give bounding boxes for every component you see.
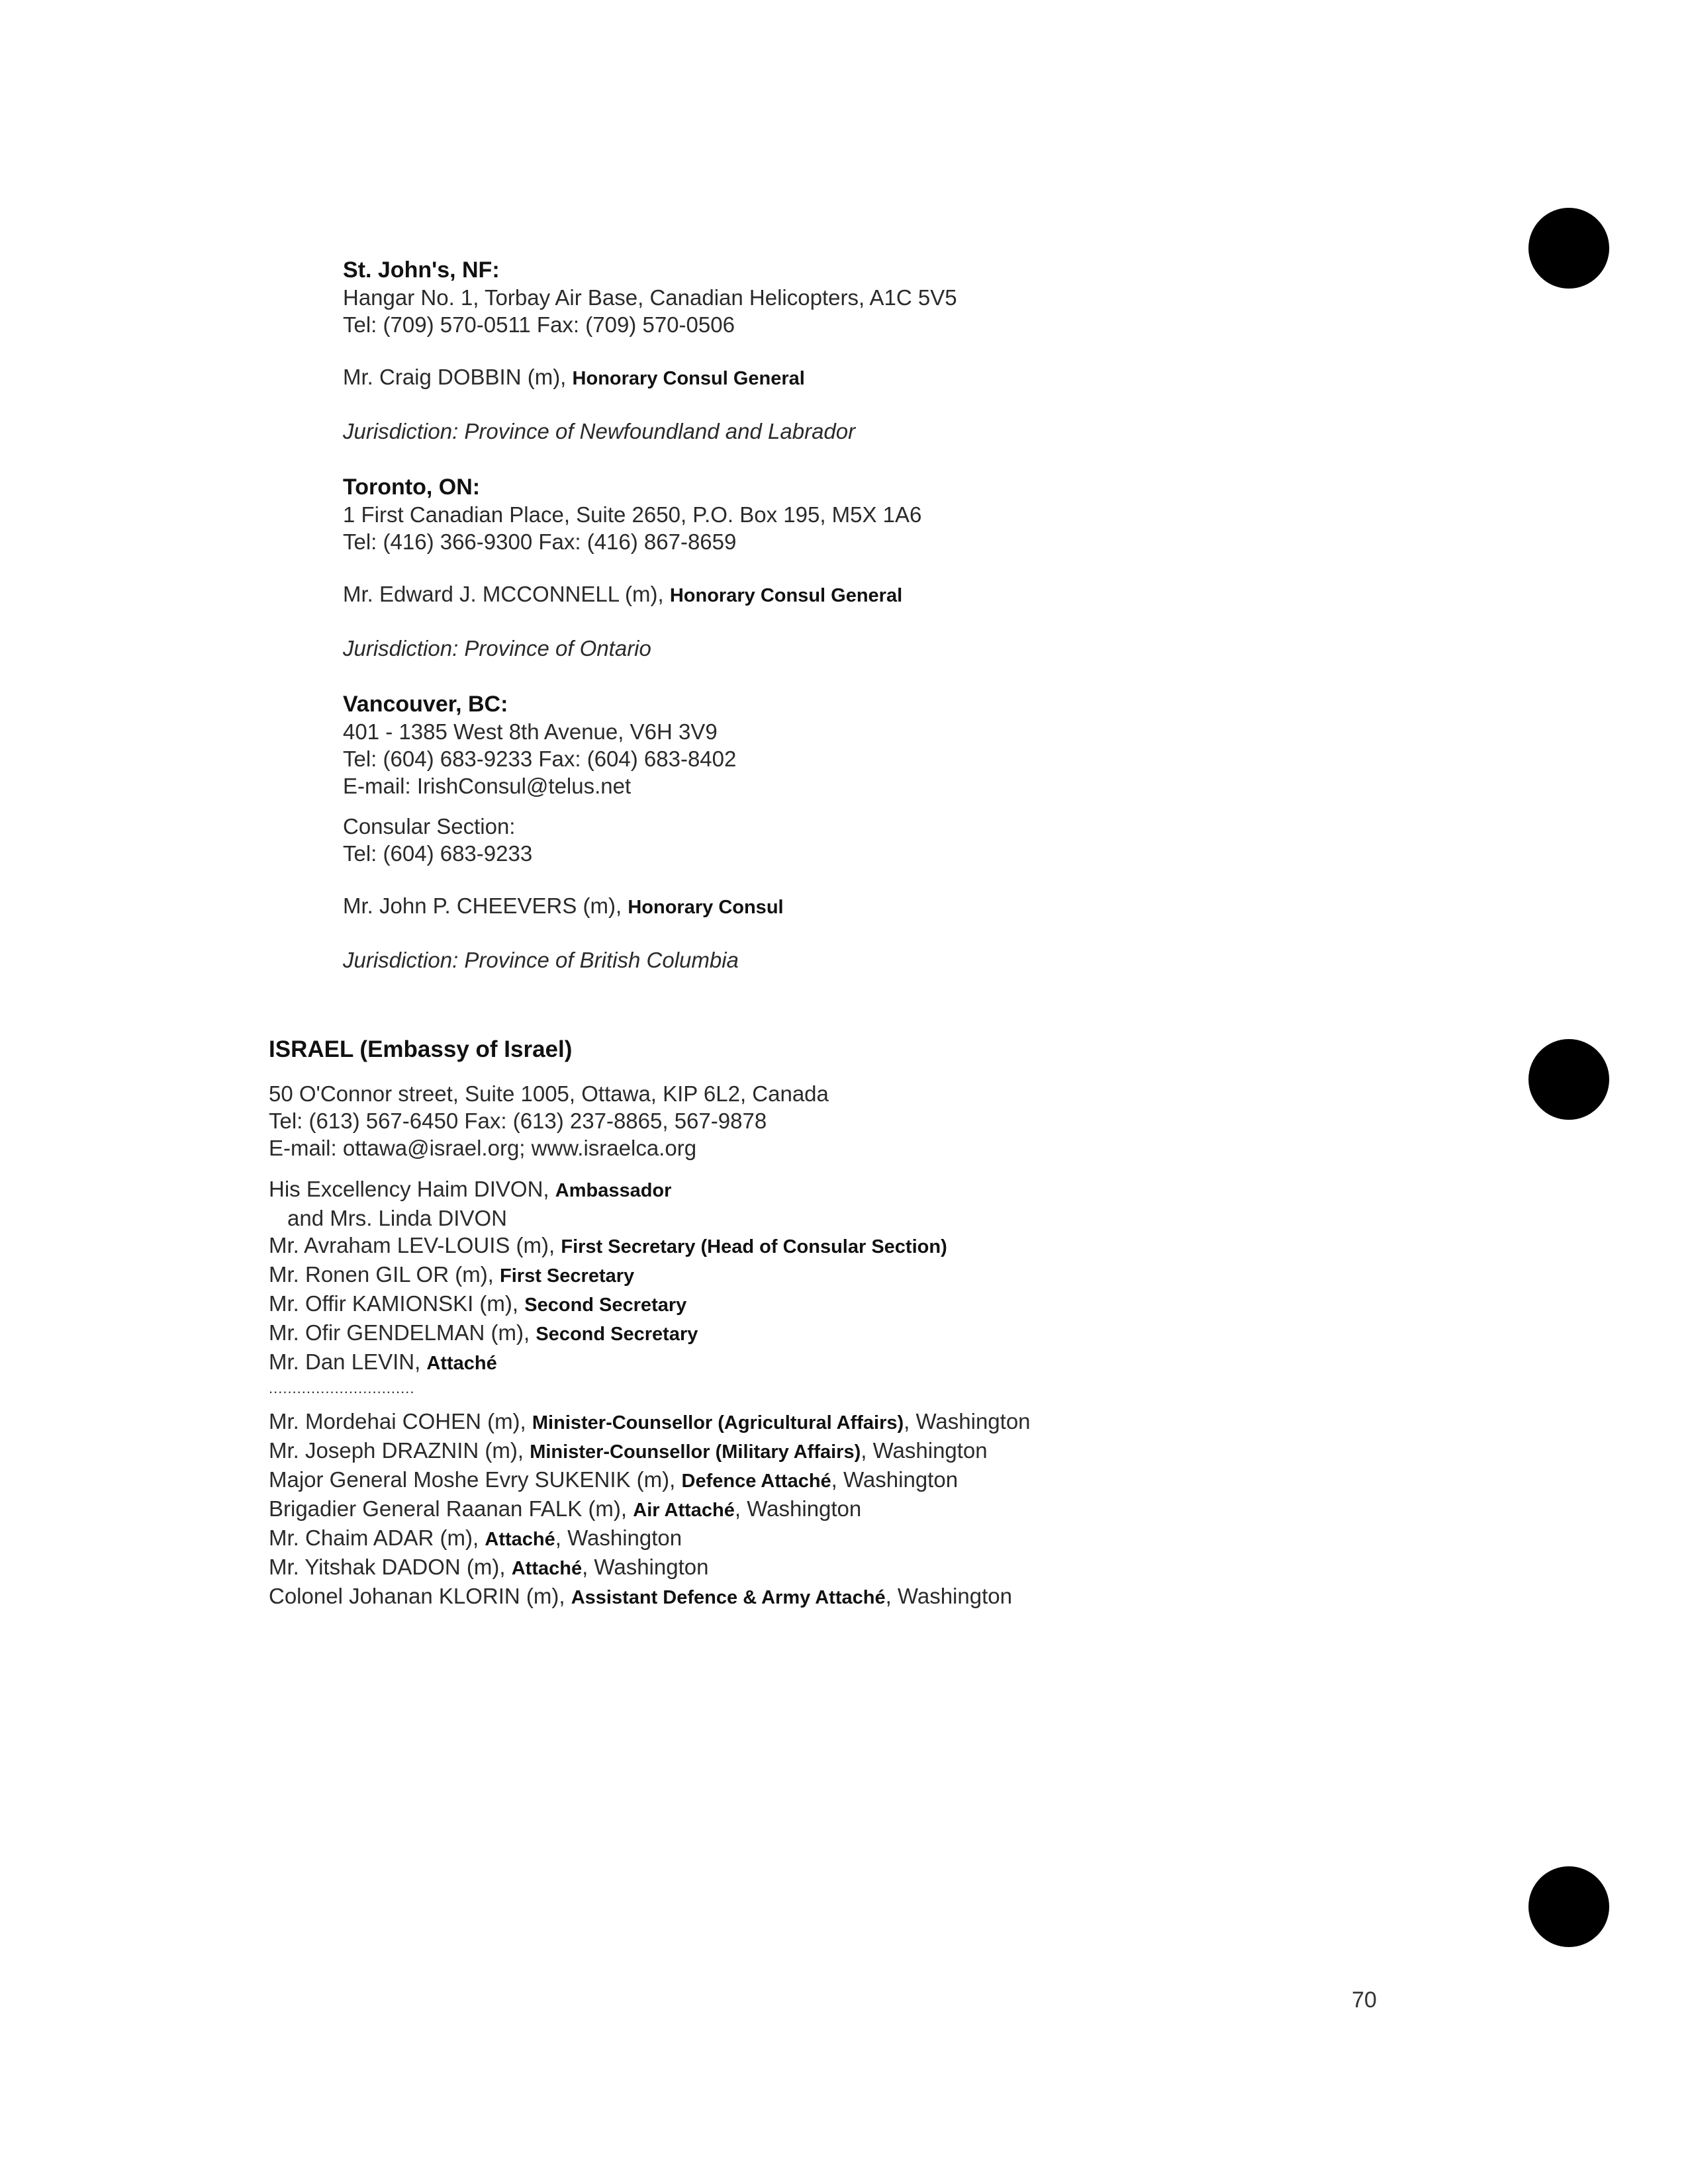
staff-entry xyxy=(269,1408,1031,1437)
consul-title: Honorary Consul General xyxy=(669,585,903,606)
staff-name: Mr. Avraham LEV-LOUIS (m), xyxy=(269,1233,555,1257)
consul-title: Honorary Consul xyxy=(628,897,784,918)
consul-entry xyxy=(343,580,921,610)
staff-title: Minister-Counsellor (Agricultural Affairs) xyxy=(532,1412,904,1433)
page-number: 70 xyxy=(1352,1987,1377,2013)
staff-name: Mr. Ronen GIL OR (m), xyxy=(269,1262,494,1287)
consulate-address: 401 - 1385 West 8th Avenue, V6H 3V9 xyxy=(343,719,718,744)
staff-title: Attaché xyxy=(485,1529,555,1550)
staff-name: His Excellency Haim DIVON, xyxy=(269,1177,549,1201)
consulate-vancouver xyxy=(343,691,784,974)
consulate-address: 1 First Canadian Place, Suite 2650, P.O. Box 195, M5X 1A6 xyxy=(343,502,922,527)
staff-entry xyxy=(269,1466,1031,1495)
staff-title: Ambassador xyxy=(555,1180,672,1201)
consulate-city: Toronto, ON: xyxy=(343,475,481,500)
staff-location: , Washington xyxy=(582,1555,709,1579)
staff-title: Minister-Counsellor (Military Affairs) xyxy=(530,1441,861,1463)
consular-section-label: Consular Section: xyxy=(343,814,516,839)
staff-location: , Washington xyxy=(885,1584,1012,1608)
staff-name: Major General Moshe Evry SUKENIK (m), xyxy=(269,1467,676,1492)
staff-name: and Mrs. Linda DIVON xyxy=(287,1206,507,1230)
consulate-phone: Tel: (604) 683-9233 Fax: (604) 683-8402 xyxy=(343,747,737,771)
staff-title: Attaché xyxy=(511,1558,583,1579)
binder-hole-top xyxy=(1528,208,1609,289)
staff-entry xyxy=(269,1175,1031,1205)
consul-title: Honorary Consul General xyxy=(572,368,805,389)
staff-title: First Secretary xyxy=(500,1265,635,1287)
staff-entry xyxy=(269,1495,1031,1524)
consulate-email: E-mail: IrishConsul@telus.net xyxy=(343,774,632,798)
staff-title: First Secretary (Head of Consular Section) xyxy=(561,1236,947,1257)
dotted-separator: ............................... xyxy=(269,1380,415,1396)
staff-entry xyxy=(269,1261,1031,1290)
embassy-email: E-mail: ottawa@israel.org; www.israelca.org xyxy=(269,1136,697,1160)
consular-section-phone: Tel: (604) 683-9233 xyxy=(343,841,533,866)
staff-name: Brigadier General Raanan FALK (m), xyxy=(269,1496,628,1521)
consul-name: Mr. John P. CHEEVERS (m), xyxy=(343,893,622,918)
staff-entry xyxy=(269,1290,1031,1319)
consulate-city: Vancouver, BC: xyxy=(343,692,508,717)
consul-entry xyxy=(343,892,784,921)
consulate-city: St. John's, NF: xyxy=(343,257,500,283)
staff-title: Air Attaché xyxy=(633,1500,735,1521)
staff-location: , Washington xyxy=(734,1496,862,1521)
consul-entry xyxy=(343,363,957,392)
consulate-st-johns xyxy=(343,257,957,445)
staff-entry xyxy=(269,1582,1031,1612)
staff-name: Mr. Offir KAMIONSKI (m), xyxy=(269,1291,519,1316)
staff-entry xyxy=(269,1437,1031,1466)
staff-name: Mr. Ofir GENDELMAN (m), xyxy=(269,1320,530,1345)
staff-name: Mr. Dan LEVIN, xyxy=(269,1349,421,1374)
staff-location: , Washington xyxy=(555,1525,682,1550)
staff-location: , Washington xyxy=(904,1409,1031,1433)
staff-title: Assistant Defence & Army Attaché xyxy=(571,1587,886,1608)
staff-entry xyxy=(269,1205,1031,1232)
consul-name: Mr. Edward J. MCCONNELL (m), xyxy=(343,582,664,606)
staff-list xyxy=(269,1175,1031,1400)
staff-location: , Washington xyxy=(831,1467,959,1492)
section-heading: ISRAEL (Embassy of Israel) xyxy=(269,1036,573,1062)
staff-title: Defence Attaché xyxy=(681,1471,831,1492)
embassy-address: 50 O'Connor street, Suite 1005, Ottawa, KIP 6L2, Canada xyxy=(269,1081,829,1106)
staff-entry xyxy=(269,1553,1031,1582)
consul-name: Mr. Craig DOBBIN (m), xyxy=(343,365,567,389)
consulate-toronto xyxy=(343,474,921,662)
consulate-jurisdiction: Jurisdiction: Province of Ontario xyxy=(343,636,651,660)
staff-entry xyxy=(269,1319,1031,1348)
staff-entry xyxy=(269,1232,1031,1261)
israel-section xyxy=(269,1036,1031,1612)
embassy-phone: Tel: (613) 567-6450 Fax: (613) 237-8865, 567-9878 xyxy=(269,1109,767,1133)
staff-name: Colonel Johanan KLORIN (m), xyxy=(269,1584,565,1608)
staff-title: Second Secretary xyxy=(536,1324,698,1345)
consulate-jurisdiction: Jurisdiction: Province of Newfoundland and Labrador xyxy=(343,419,856,443)
staff-location: , Washington xyxy=(861,1438,988,1463)
binder-hole-middle xyxy=(1528,1039,1609,1120)
staff-entry xyxy=(269,1524,1031,1553)
staff-title: Attaché xyxy=(426,1353,497,1374)
washington-staff-list xyxy=(269,1408,1031,1612)
consulate-jurisdiction: Jurisdiction: Province of British Columbia xyxy=(343,948,739,972)
staff-entry xyxy=(269,1348,1031,1377)
consulate-phone: Tel: (416) 366-9300 Fax: (416) 867-8659 xyxy=(343,529,737,554)
consulate-phone: Tel: (709) 570-0511 Fax: (709) 570-0506 xyxy=(343,312,735,337)
staff-title: Second Secretary xyxy=(524,1295,687,1316)
staff-name: Mr. Yitshak DADON (m), xyxy=(269,1555,506,1579)
staff-name: Mr. Mordehai COHEN (m), xyxy=(269,1409,526,1433)
binder-hole-bottom xyxy=(1528,1866,1609,1947)
staff-name: Mr. Chaim ADAR (m), xyxy=(269,1525,479,1550)
staff-name: Mr. Joseph DRAZNIN (m), xyxy=(269,1438,524,1463)
consulate-address: Hangar No. 1, Torbay Air Base, Canadian Helicopters, A1C 5V5 xyxy=(343,285,957,310)
